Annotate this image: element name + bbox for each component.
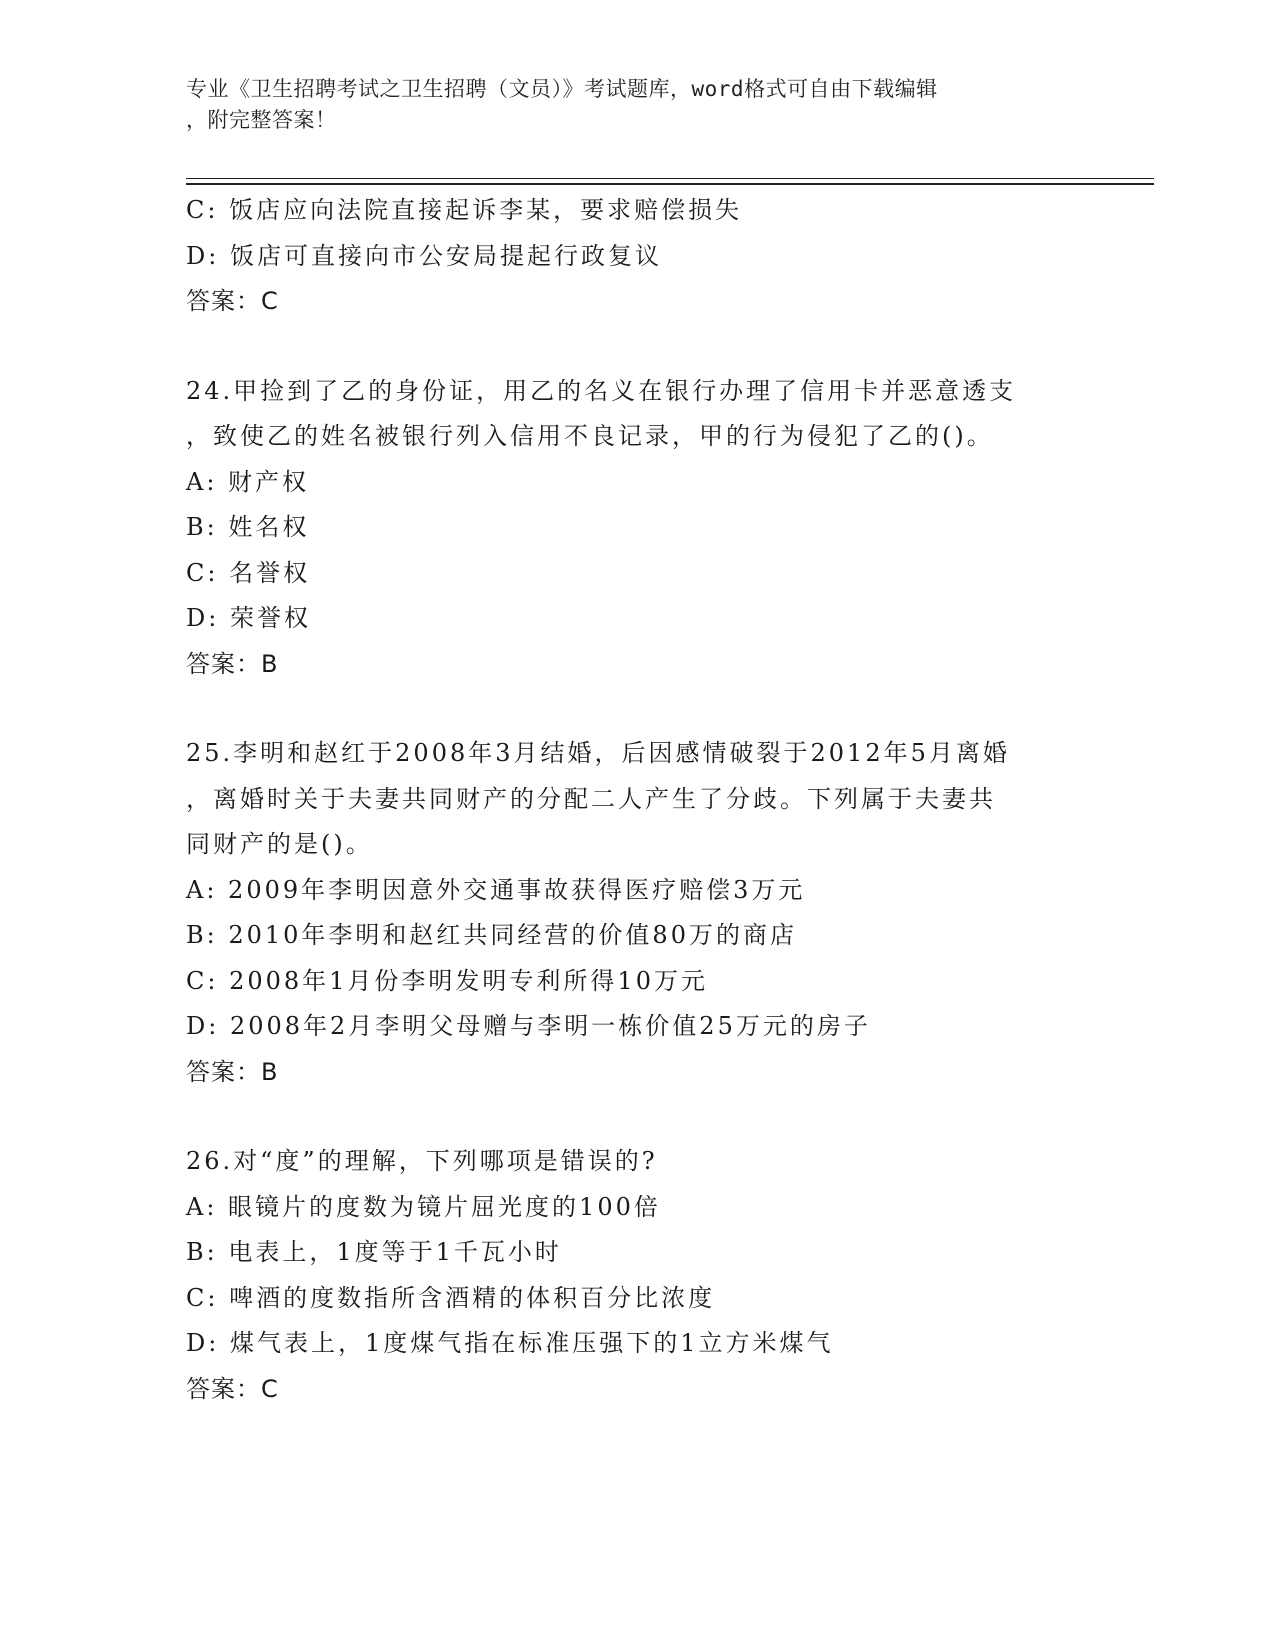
question-stem: ，离婚时关于夫妻共同财产的分配二人产生了分歧。下列属于夫妻共	[186, 784, 996, 813]
answer: 答案：B	[186, 1057, 279, 1086]
option-b: B: 电表上，1度等于1千瓦小时	[186, 1238, 562, 1266]
option-c: C: 名誉权	[186, 558, 311, 587]
option-a: A: 财产权	[186, 467, 310, 496]
question-content	[186, 188, 1086, 1412]
header-line-1: 专业《卫生招聘考试之卫生招聘（文员）》考试题库，word格式可自由下载编辑	[186, 77, 938, 101]
spacer	[186, 687, 1086, 731]
spacer	[186, 1095, 1086, 1139]
page-header	[186, 74, 1066, 136]
header-rule-thin	[186, 178, 1154, 179]
option-d: D: 荣誉权	[186, 604, 311, 632]
question-stem: 24.甲捡到了乙的身份证，用乙的名义在银行办理了信用卡并恶意透支	[186, 376, 1017, 405]
option-d: D: 煤气表上，1度煤气指在标准压强下的1立方米煤气	[186, 1329, 834, 1357]
option-b: B: 姓名权	[186, 513, 310, 541]
question-23-tail	[186, 188, 1086, 325]
spacer	[186, 325, 1086, 369]
option-c: C: 2008年1月份李明发明专利所得10万元	[186, 966, 708, 995]
option-d: D: 2008年2月李明父母赠与李明一栋价值25万元的房子	[186, 1012, 871, 1040]
option-b: B: 2010年李明和赵红共同经营的价值80万的商店	[186, 921, 797, 949]
answer: 答案：C	[186, 1374, 279, 1403]
option-c: C: 啤酒的度数指所含酒精的体积百分比浓度	[186, 1283, 716, 1312]
option-d: D: 饭店可直接向市公安局提起行政复议	[186, 241, 662, 270]
option-a: A: 2009年李明因意外交通事故获得医疗赔偿3万元	[186, 875, 806, 904]
answer: 答案：C	[186, 287, 279, 315]
header-rule-thick	[186, 183, 1154, 185]
question-stem: 26.对“度”的理解，下列哪项是错误的?	[186, 1147, 658, 1175]
question-stem: ，致使乙的姓名被银行列入信用不良记录，甲的行为侵犯了乙的()。	[186, 422, 994, 450]
question-stem: 同财产的是()。	[186, 830, 373, 858]
answer: 答案：B	[186, 649, 279, 678]
option-c: C: 饭店应向法院直接起诉李某，要求赔偿损失	[186, 196, 743, 224]
header-line-2: ，附完整答案！	[186, 108, 337, 132]
question-24	[186, 369, 1086, 688]
question-26	[186, 1139, 1086, 1412]
question-25	[186, 731, 1086, 1095]
question-stem: 25.李明和赵红于2008年3月结婚，后因感情破裂于2012年5月离婚	[186, 739, 1010, 767]
option-a: A: 眼镜片的度数为镜片屈光度的100倍	[186, 1192, 661, 1221]
